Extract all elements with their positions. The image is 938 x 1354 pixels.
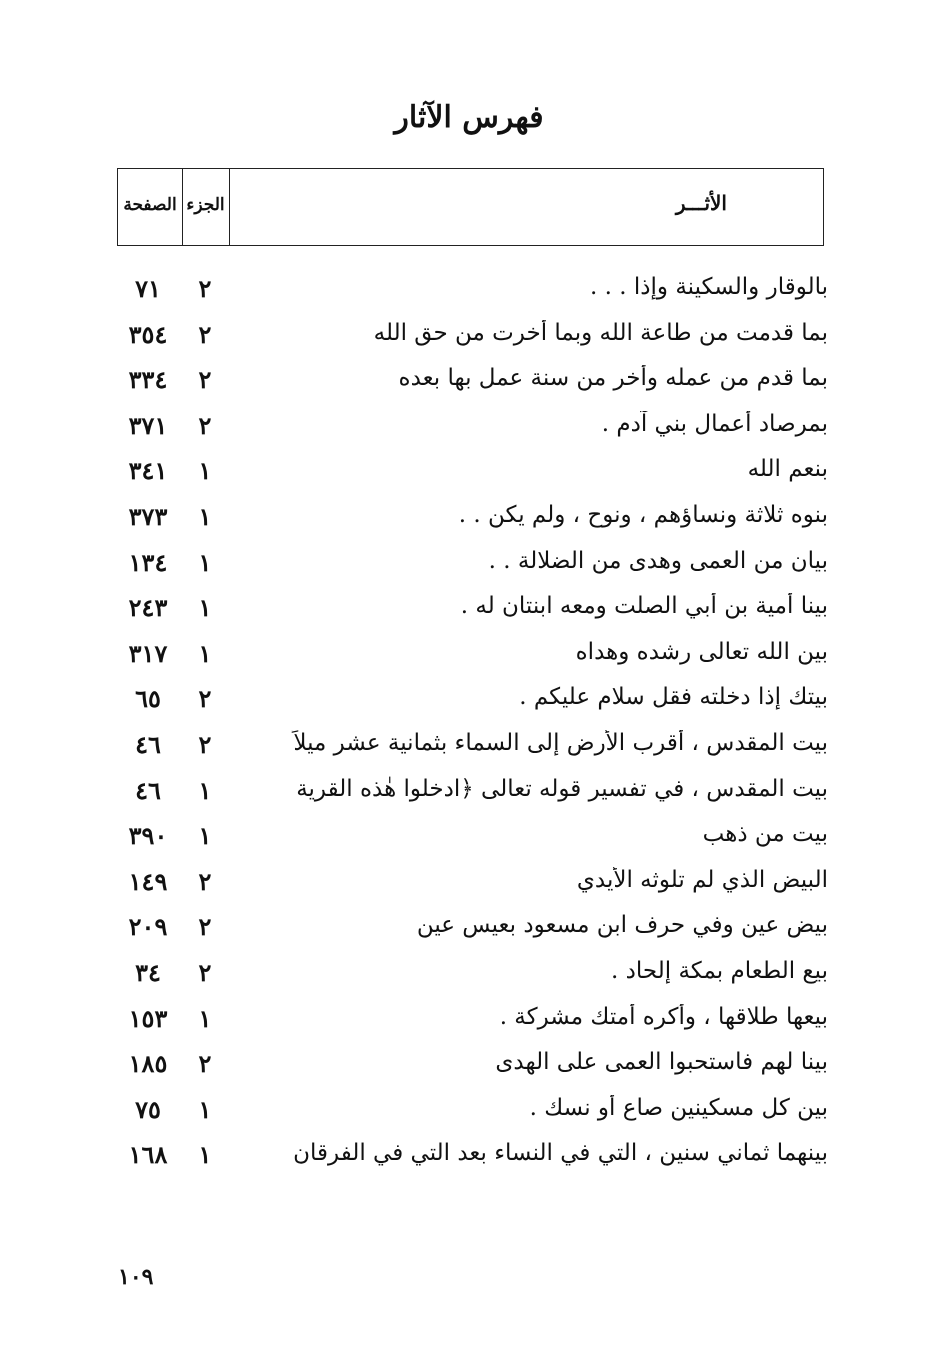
row-text: بنعم الله xyxy=(747,456,828,483)
row-text: البيض الذي لم تلوثه الأيدي xyxy=(576,866,828,893)
table-row xyxy=(0,450,938,496)
row-part: ١ xyxy=(198,638,212,668)
table-row xyxy=(0,268,938,314)
row-text: بين كل مسكينين صاع أو نسك . xyxy=(529,1094,828,1121)
row-text: بيض عين وفي حرف ابن مسعود بعيس عين xyxy=(416,912,828,939)
table-row xyxy=(0,678,938,724)
row-part: ٢ xyxy=(198,957,212,987)
row-page: ٣٣٤ xyxy=(128,365,168,395)
table-row xyxy=(0,359,938,405)
table-row xyxy=(0,952,938,998)
table-row xyxy=(0,542,938,588)
row-part: ١ xyxy=(198,501,212,531)
page-title: فهرس الآثار xyxy=(394,100,544,135)
row-part: ١ xyxy=(198,1094,212,1124)
row-text: بيت من ذهب xyxy=(702,821,828,848)
row-page: ١٤٩ xyxy=(128,866,168,896)
row-text: بمرصاد أعمال بني آدم . xyxy=(601,410,828,437)
table-row xyxy=(0,633,938,679)
table-row xyxy=(0,496,938,542)
row-text: بينهما ثماني سنين ، التي في النساء بعد التي في الفرقان xyxy=(293,1140,828,1167)
row-page: ١٦٨ xyxy=(128,1140,168,1170)
row-page: ٣١٧ xyxy=(128,638,168,668)
row-page: ١٥٣ xyxy=(128,1003,168,1033)
row-text: بيع الطعام بمكة إلحاد . xyxy=(611,957,828,984)
table-row xyxy=(0,1043,938,1089)
row-text: بينا أمية بن أبي الصلت ومعه ابنتان له . xyxy=(460,593,828,620)
page-number: ١٠٩ xyxy=(118,1264,154,1290)
row-page: ٣٧٣ xyxy=(128,501,168,531)
row-page: ٣٤١ xyxy=(128,456,168,486)
row-page: ٣٩٠ xyxy=(128,821,168,851)
row-text: بنوه ثلاثة ونساؤهم ، ونوح ، ولم يكن . . xyxy=(458,501,828,528)
row-part: ١ xyxy=(198,775,212,805)
row-page: ٣٥٤ xyxy=(128,319,168,349)
row-text: بما قدمت من طاعة الله وبما أخرت من حق الله xyxy=(373,319,828,346)
row-page: ٢٠٩ xyxy=(128,912,168,942)
row-part: ٢ xyxy=(198,319,212,349)
row-part: ٢ xyxy=(198,912,212,942)
row-text: بالوقار والسكينة وإذا . . . xyxy=(590,274,828,300)
row-part: ٢ xyxy=(198,729,212,759)
row-text: بيتك إذا دخلته فقل سلام عليكم . xyxy=(519,684,828,711)
index-list xyxy=(0,268,938,1180)
row-page: ١٨٥ xyxy=(128,1049,168,1079)
table-row xyxy=(0,724,938,770)
row-part: ١ xyxy=(198,1003,212,1033)
table-row xyxy=(0,861,938,907)
row-part: ٢ xyxy=(198,866,212,896)
row-page: ٣٧١ xyxy=(128,410,168,440)
row-page: ٧٥ xyxy=(135,1094,161,1124)
table-row xyxy=(0,314,938,360)
table-row xyxy=(0,587,938,633)
header-athar: الأثـــر xyxy=(675,191,727,215)
row-page: ١٣٤ xyxy=(128,547,168,577)
header-page: الصفحة xyxy=(123,195,177,215)
table-row xyxy=(0,906,938,952)
column-divider xyxy=(229,169,230,245)
row-part: ٢ xyxy=(198,274,212,303)
row-text: بين الله تعالى رشده وهداه xyxy=(575,638,828,665)
row-part: ١ xyxy=(198,547,212,577)
table-row xyxy=(0,405,938,451)
row-part: ١ xyxy=(198,1140,212,1170)
row-part: ١ xyxy=(198,593,212,623)
row-page: ٤٦ xyxy=(135,729,161,759)
row-part: ١ xyxy=(198,821,212,851)
row-part: ١ xyxy=(198,456,212,486)
row-text: بينا لهم فاستحبوا العمى على الهدى xyxy=(495,1049,828,1076)
row-text: بيان من العمى وهدى من الضلالة . . xyxy=(488,547,828,574)
row-page: ٦٥ xyxy=(135,684,161,714)
table-row xyxy=(0,815,938,861)
row-part: ٢ xyxy=(198,365,212,395)
row-text: بما قدم من عمله وأخر من سنة عمل بها بعده xyxy=(398,365,828,392)
table-row xyxy=(0,998,938,1044)
table-row xyxy=(0,1134,938,1180)
row-page: ٧١ xyxy=(135,274,161,303)
row-text: بيت المقدس ، في تفسير قوله تعالى ﴿ادخلوا هٰذه القرية xyxy=(296,775,828,802)
row-text: بيت المقدس ، أقرب الأرض إلى السماء بثمانية عشر ميلاً xyxy=(293,729,828,756)
table-header xyxy=(117,168,824,246)
row-part: ٢ xyxy=(198,410,212,440)
table-row xyxy=(0,1089,938,1135)
header-part: الجزء xyxy=(186,195,225,215)
table-row xyxy=(0,770,938,816)
row-part: ٢ xyxy=(198,684,212,714)
row-page: ٣٤ xyxy=(135,957,161,987)
row-page: ٢٤٣ xyxy=(128,593,168,623)
row-part: ٢ xyxy=(198,1049,212,1079)
row-page: ٤٦ xyxy=(135,775,161,805)
row-text: بيعها طلاقها ، وأكره أمتك مشركة . xyxy=(499,1003,828,1030)
